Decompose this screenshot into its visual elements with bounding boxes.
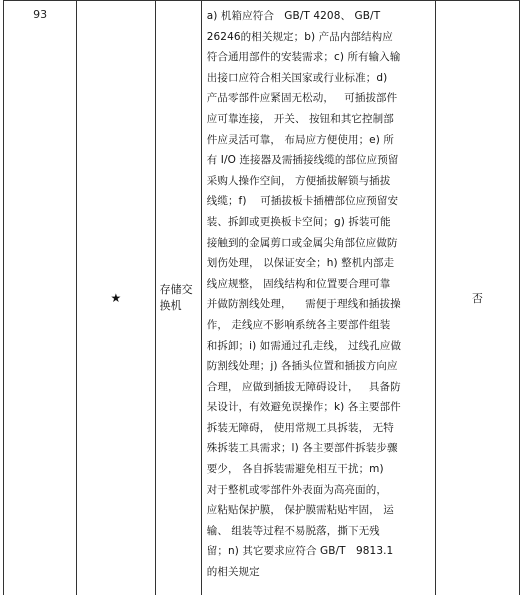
item-name: 存储交换机 [159,283,193,312]
requirement-line: 件应灵活可靠， 布局应方便使用；e) 所 [206,133,394,146]
requirement-line: 防割线处理；j) 各插头位置和插拔方向应 [206,360,398,373]
requirement-line: 要少， 各自拆装需避免相互干扰；m) [206,463,384,476]
requirement-line: 应粘贴保护膜， 保护膜需粘贴牢固， 运 [206,504,394,517]
requirement-line: 接触到的金属剪口或金属尖角部位应做防 [206,236,398,249]
requirement-line: 对于整机或零部件外表面为高亮面的， [206,483,387,496]
requirement-line: 留；n) 其它要求应符合 GB/T 9813.1 [206,545,394,558]
requirement-line: 殊拆装工具需求；l) 各主要部件拆装步骤 [206,442,398,455]
item-number: 93 [33,8,48,21]
requirement-line: 采购人操作空间， 方便插拔解锁与插拔 [206,174,391,187]
requirement-line: 产品零部件应紧固无松动， 可插拔部件 [206,92,398,105]
requirement-line: 合理， 应做到插拔无障碍设计， 具备防 [206,380,401,393]
result-value: 否 [471,292,483,305]
requirement-line: 和拆卸；i) 如需通过孔走线， 过线孔应做 [206,339,402,352]
requirement-line: a) 机箱应符合 GB/T 4208、 GB/T [206,10,381,22]
key-item-star-cell [77,1,155,595]
requirement-line: 有 I/O 连接器及需插接线缆的部位应预留 [206,154,399,167]
requirement-line: 线应规整， 固线结构和位置要合理可靠 [206,277,391,290]
result-cell [435,1,519,595]
item-number-cell [4,1,77,595]
star-icon: ★ [110,291,122,305]
requirement-line: 装、拆卸或更换板卡空间；g) 拆装可能 [206,215,391,228]
requirement-line: 符合通用部件的安装需求；c) 所有输入输 [206,51,401,64]
table-row [4,1,520,595]
item-name-cell [155,1,201,595]
requirement-line: 作， 走线应不影响系统各主要部件组装 [206,318,391,331]
requirement-line: 的相关规定 [206,566,260,579]
requirement-line: 应可靠连接， 开关、 按钮和其它控制部 [206,112,394,125]
requirement-line: 出接口应符合相关国家或行业标准；d) [206,71,388,84]
requirement-text [207,6,431,583]
requirement-line: 划伤处理， 以保证安全；h) 整机内部走 [206,257,395,270]
requirement-line: 呆设计，有效避免误操作；k) 各主要部件 [206,401,401,414]
requirement-line: 输、 组装等过程不易脱落，撕下无残 [206,524,380,537]
requirement-cell [201,1,435,595]
requirement-line: 拆装无障碍， 使用常规工具拆装， 无特 [206,421,394,434]
requirements-table [3,0,520,595]
requirement-line: 并做防割线处理， 需便于理线和插拔操 [206,298,401,311]
requirement-line: 26246的相关规定；b) 产品内部结构应 [206,30,393,43]
requirement-line: 线缆；f) 可插拔板卡插槽部位应预留安 [206,195,399,208]
